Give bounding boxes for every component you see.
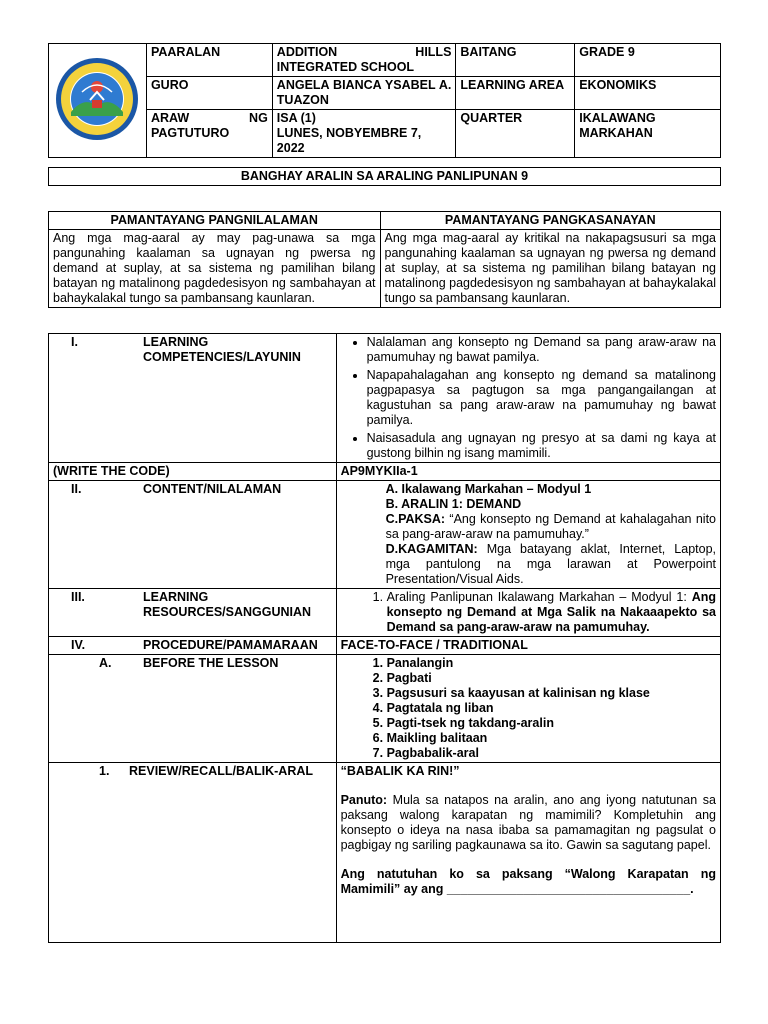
procedure-label: PROCEDURE/PAMAMARAAN [143, 638, 318, 652]
review-prompt: Ang natutuhan ko sa paksang “Walong Karapatan ng Mamimili” ay ang ___________________________________. [340, 867, 716, 896]
main-table [48, 333, 721, 943]
before-item: 7. Pagbabalik-aral [387, 746, 716, 761]
learning-area-value: EKONOMIKS [575, 77, 721, 110]
code-label: (WRITE THE CODE) [49, 463, 337, 481]
review-heading: “BABALIK KA RIN!” [340, 764, 460, 778]
school-seal-icon [54, 56, 140, 142]
content-b: B. ARALIN 1: DEMAND [385, 497, 522, 511]
content-d-label: D.KAGAMITAN: [385, 542, 478, 556]
title-table [48, 167, 721, 186]
page-title: BANGHAY ARALIN SA ARALING PANLIPUNAN 9 [49, 168, 721, 186]
before-item: 5. Pagti-tsek ng takdang-aralin [387, 716, 716, 731]
procedure-num: IV. [71, 638, 86, 652]
quarter-value: IKALAWANG MARKAHAN [575, 110, 721, 158]
resources-label-cell [49, 589, 337, 637]
quarter-label: QUARTER [456, 110, 575, 158]
resources-list [341, 590, 716, 635]
before-label-cell [49, 655, 337, 763]
review-panuto-text: Mula sa natapos na aralin, ano ang iyong natutunan sa paksang walong karapatan ng mamimili? Kompletuhin ang konsepto o ideya na nasa ibaba sa pamamagitan ng pagsulat o pagbigay ng sariling pagkaunawa sa ito. Gawin sa sagutang papel. [340, 793, 716, 852]
review-row [49, 763, 721, 943]
logo-cell [49, 44, 147, 158]
procedure-row [49, 637, 721, 655]
araw-value [272, 110, 456, 158]
content-row [49, 481, 721, 589]
standards-col1-header: PAMANTAYANG PANGNILALAMAN [49, 212, 381, 230]
competencies-list [341, 335, 716, 461]
standards-col2-header: PAMANTAYANG PANGKASANAYAN [380, 212, 721, 230]
before-item: 4. Pagtatala ng liban [387, 701, 716, 716]
before-item: 6. Maikling balitaan [387, 731, 716, 746]
review-label: REVIEW/RECALL/BALIK-ARAL [129, 764, 314, 778]
before-list [341, 656, 716, 761]
review-content [336, 763, 720, 943]
content-c-label: C.PAKSA: [385, 512, 446, 526]
araw-label-text: ARAW NG PAGTUTURO [150, 111, 268, 140]
before-item: 1. Panalangin [387, 656, 716, 671]
review-label-cell [49, 763, 337, 943]
procedure-label-cell [49, 637, 337, 655]
procedure-value: FACE-TO-FACE / TRADITIONAL [336, 637, 720, 655]
content-d-text: Mga batayang aklat, Internet, Laptop, mga pantulong na mga larawan at Powerpoint Presentation/Visual Aids. [385, 542, 716, 586]
standards-col1-text: Ang mga mag-aaral ay may pag-unawa sa mga pangunahing kaalaman sa ugnayan ng pwersa ng demand at suplay, at sa sistema ng pamilihan bilang batayan ng matalinong pagdedesisyon ng sambahayan at bahaykalakal tungo sa pambansang kaunlaran. [49, 230, 381, 308]
content-details [336, 481, 720, 589]
content-num: II. [71, 482, 82, 496]
araw-label [146, 110, 272, 158]
baitang-label: BAITANG [456, 44, 575, 77]
resource-item-plain: Araling Panlipunan Ikalawang Markahan – Modyul 1: [386, 590, 692, 604]
content-a: A. Ikalawang Markahan – Modyul 1 [385, 482, 592, 496]
resource-item-bold: Ang konsepto ng Demand at Mga Salik na Nakaaapekto sa Demand sa pang-araw-araw na pamumuhay. [386, 590, 716, 634]
baitang-value: GRADE 9 [575, 44, 721, 77]
paaralan-value: ADDITION HILLS INTEGRATED SCHOOL [272, 44, 456, 77]
guro-value: ANGELA BIANCA YSABEL A. TUAZON [272, 77, 456, 110]
before-item: 2. Pagbati [387, 671, 716, 686]
content-c-text: “Ang konsepto ng Demand at kahalagahan nito sa pang-araw-araw na pamumuhay.” [385, 512, 716, 541]
header-table [48, 43, 721, 158]
competency-item: • Napapahalagahan ang konsepto ng demand sa matalinong pagpapasya sa pagtugon sa mga pangangailangan at kagustuhan sa pang araw-araw na pamumuhay ng bawat pamilya. [367, 368, 716, 428]
resources-row [49, 589, 721, 637]
araw-value-line2: LUNES, NOBYEMBRE 7, 2022 [276, 126, 422, 155]
before-item: 3. Pagsusuri sa kaayusan at kalinisan ng klase [387, 686, 716, 701]
review-num: 1. [99, 764, 110, 778]
before-row [49, 655, 721, 763]
review-panuto-label: Panuto: [340, 793, 388, 807]
content-label: CONTENT/NILALAMAN [143, 482, 282, 496]
competency-item: • Nalalaman ang konsepto ng Demand sa pang araw-araw na pamumuhay ng bawat pamilya. [367, 335, 716, 365]
resources-num: III. [71, 590, 85, 604]
resource-item [387, 590, 716, 635]
standards-col2-text: Ang mga mag-aaral ay kritikal na nakapagsusuri sa mga pangunahing kaalaman sa ugnayan ng pwersa ng demand at suplay, at sa sistema ng pamilihan bilang batayan ng matalinong pagdedesisyon ng sambahayan at bahaykalakal tungo sa pambansang kaunlaran. [380, 230, 721, 308]
code-value: AP9MYKIIa-1 [336, 463, 720, 481]
content-c [341, 512, 716, 542]
competencies-label: LEARNING COMPETENCIES/LAYUNIN [143, 335, 301, 364]
competencies-row [49, 334, 721, 463]
araw-value-line1: ISA (1) [276, 111, 316, 125]
resources-content [336, 589, 720, 637]
review-panuto [341, 793, 716, 853]
competencies-content [336, 334, 720, 463]
before-content [336, 655, 720, 763]
competency-item: • Naisasadula ang ugnayan ng presyo at sa dami ng kaya at gustong bilhin ng isang mamimili. [367, 431, 716, 461]
competencies-label-cell [49, 334, 337, 463]
code-row [49, 463, 721, 481]
resources-label: LEARNING RESOURCES/SANGGUNIAN [143, 590, 312, 619]
before-num: A. [99, 656, 112, 670]
before-label: BEFORE THE LESSON [143, 656, 279, 670]
guro-label: GURO [146, 77, 272, 110]
content-d [341, 542, 716, 587]
competencies-num: I. [71, 335, 78, 349]
content-label-cell [49, 481, 337, 589]
paaralan-label: PAARALAN [146, 44, 272, 77]
standards-table [48, 211, 721, 308]
learning-area-label: LEARNING AREA [456, 77, 575, 110]
